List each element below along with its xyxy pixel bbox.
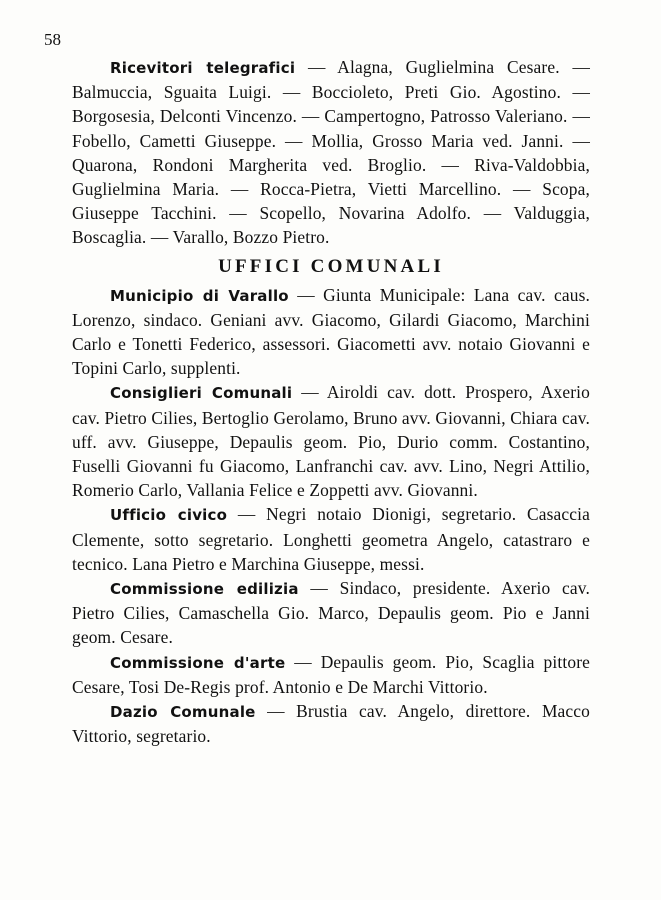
entry-text: — Giunta Municipale: Lana cav. caus. Lorenzo, sindaco. Geniani avv. Giacomo, Gilardi Giacomo, Marchini Carlo e Tonetti Federico, assessori. Giacometti avv. notaio Giovanni e Topini Carlo, supplenti. [72,284,590,379]
entry-commissione-d-arte [72,650,590,699]
entry-ricevitori-telegrafici [72,55,590,250]
entry-heading: Municipio di Varallo [110,286,289,305]
entry-commissione-edilizia [72,576,590,650]
entry-heading: Ricevitori telegrafici [110,59,296,77]
entry-heading: Dazio Comunale [110,703,256,722]
entry-consiglieri-comunali [72,380,590,502]
entry-heading: Commissione edilizia [110,580,299,599]
entry-dazio-comunale [72,699,590,748]
entry-text: — Brustia cav. Angelo, direttore. Macco Vittorio, segretario. [72,701,591,747]
entry-text: — Negri notaio Dionigi, segretario. Casaccia Clemente, sotto segretario. Longhetti geometra Angelo, catastraro e tecnico. Lana Pietro e Marchina Giuseppe, messi. [72,504,590,574]
section-title: UFFICI COMUNALI [218,255,444,277]
entry-heading: Ufficio civico [110,506,228,525]
entry-ufficio-civico [72,502,590,576]
entry-heading: Consiglieri Comunali [110,384,293,403]
entry-heading: Commissione d'arte [110,653,286,672]
entry-text: — Depaulis geom. Pio, Scaglia pittore Cesare, Tosi De-Regis prof. Antonio e De Marchi Vittorio. [72,651,591,697]
entry-municipio-di-varallo [72,283,590,381]
entry-text: — Sindaco, presidente. Axerio cav. Pietro Cilies, Camaschella Gio. Marco, Depaulis geom. Pio e Janni geom. Cesare. [72,578,591,648]
page-content [72,55,590,748]
entry-text: — Alagna, Guglielmina Cesare. — Balmuccia, Sguaita Luigi. — Boccioleto, Preti Gio. Agostino. — Borgosesia, Delconti Vincenzo. — Campertogno, Patrosso Valeriano. — Fobello, Cametti Giuseppe. — Mollia, Grosso Maria ved. Janni. — Quarona, Rondoni Margherita ved. Broglio. — Riva-Valdobbia, Guglielmina Maria. — Rocca-Pietra, Vietti Marcellino. — Scopa, Giuseppe Tacchini. — Scopello, Novarina Adolfo. — Valduggia, Boscaglia. — Varallo, Bozzo Pietro. [72,57,590,248]
page-number: 58 [44,30,61,49]
entry-text: — Airoldi cav. dott. Prospero, Axerio cav. Pietro Cilies, Bertoglio Gerolamo, Bruno avv. Giovanni, Chiara cav. uff. avv. Giuseppe, Depaulis geom. Pio, Durio comm. Costantino, Fuselli Giovanni fu Giacomo, Lanfranchi cav. avv. Lino, Negri Attilio, Romerio Carlo, Vallania Felice e Zoppetti avv. Giovanni. [72,382,590,501]
